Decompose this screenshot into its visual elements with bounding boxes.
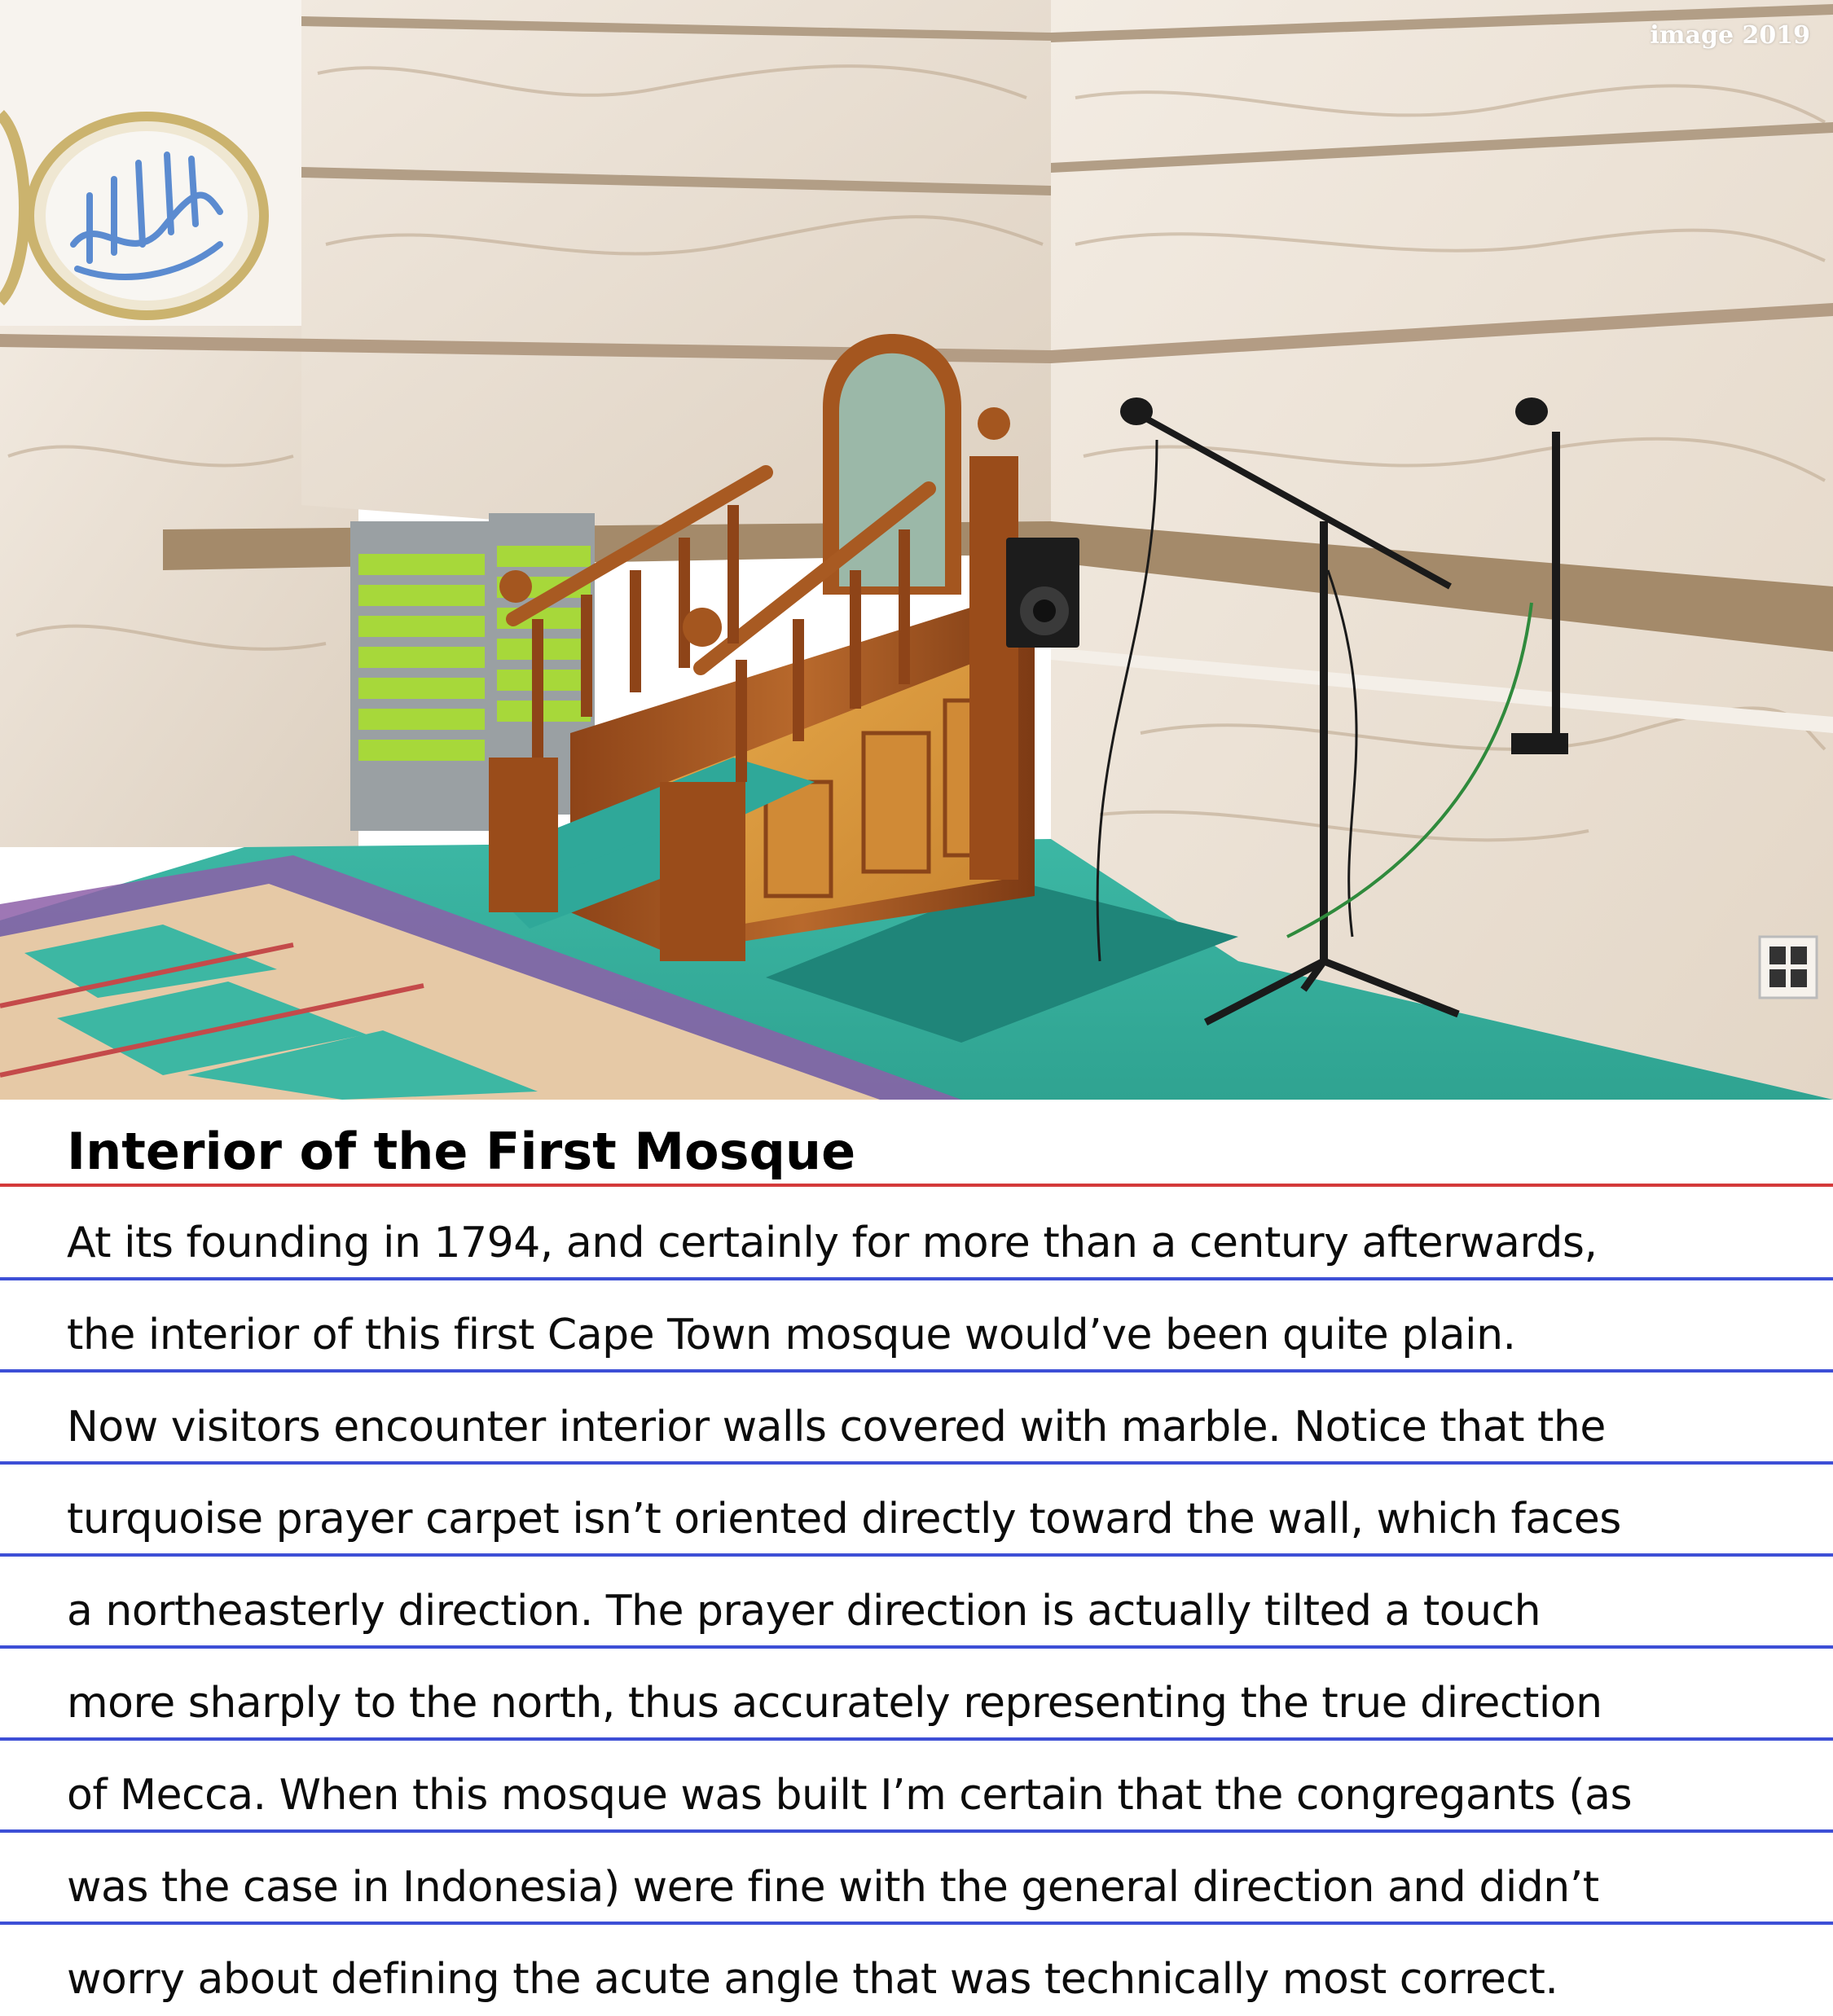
body-line: At its founding in 1794, and certainly for more than a century afterwards, xyxy=(67,1219,1598,1267)
body-line: a northeasterly direction. The prayer direction is actually tilted a touch xyxy=(67,1587,1541,1636)
body-line: Now visitors encounter interior walls covered with marble. Notice that the xyxy=(67,1403,1606,1452)
body-line: turquoise prayer carpet isn’t oriented directly toward the wall, which faces xyxy=(67,1495,1621,1544)
image-credit: image 2019 xyxy=(1650,21,1810,50)
line-rule xyxy=(0,1369,1833,1373)
line-rule xyxy=(0,1645,1833,1649)
page-title: Interior of the First Mosque xyxy=(67,1122,856,1181)
line-rule xyxy=(0,1461,1833,1465)
body-line: was the case in Indonesia) were fine with the general direction and didn’t xyxy=(67,1863,1599,1912)
line-rule xyxy=(0,1277,1833,1280)
body-line: worry about defining the acute angle that was technically most correct. xyxy=(67,1955,1558,2004)
body-line: more sharply to the north, thus accurately representing the true direction xyxy=(67,1679,1602,1728)
body-line: of Mecca. When this mosque was built I’m certain that the congregants (as xyxy=(67,1771,1633,1820)
line-rule xyxy=(0,1829,1833,1833)
speaker-icon xyxy=(1006,538,1079,648)
wall-outlet-icon xyxy=(1760,937,1817,998)
line-rule xyxy=(0,1922,1833,1925)
line-rule xyxy=(0,1553,1833,1557)
microphone-icon xyxy=(1120,397,1153,425)
title-rule xyxy=(0,1184,1833,1187)
line-rule xyxy=(0,1737,1833,1741)
microphone-icon xyxy=(1515,397,1548,425)
body-line: the interior of this first Cape Town mosque would’ve been quite plain. xyxy=(67,1311,1516,1359)
